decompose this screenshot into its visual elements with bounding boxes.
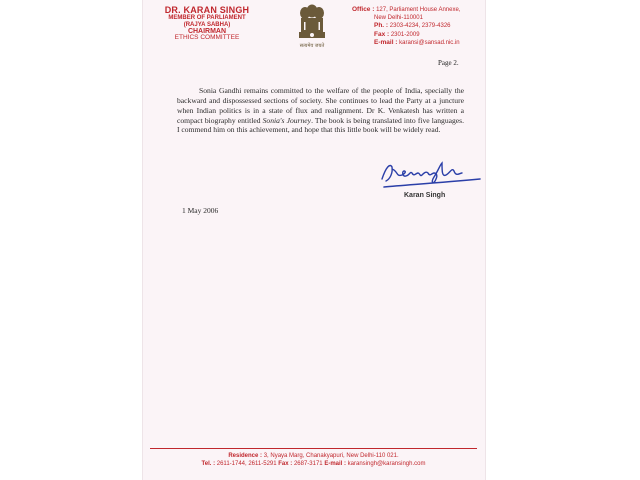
- letterhead-footer: [150, 452, 477, 468]
- office-email: karansi@sansad.nic.in: [399, 40, 460, 46]
- body-text-start: Sonia Gandhi remains committed to the welfare of the people of India, specially the backward and dispossessed sections of society. She continues to lead the Party at a juncture when Indian politics is in a state of flux and realignment. Dr K. Venkatesh has written a compact biography entitled: [177, 86, 464, 125]
- email-label: E-mail :: [374, 39, 398, 46]
- residence-email: karansingh@karansingh.com: [347, 461, 426, 468]
- letterhead-name: DR. KARAN SINGH: [164, 5, 250, 15]
- letterhead-role: CHAIRMAN: [187, 28, 227, 36]
- office-phone: 2303-4234, 2379-4326: [389, 23, 451, 29]
- book-title: Sonia's Journey: [262, 115, 312, 125]
- letter-page: [142, 0, 486, 480]
- footer-email-label: E-mail :: [324, 461, 346, 468]
- signer-name: Karan Singh: [404, 192, 446, 199]
- body-paragraph: [177, 86, 464, 135]
- office-fax: 2301-2009: [390, 31, 420, 38]
- letterhead-title: MEMBER OF PARLIAMENT: [168, 15, 246, 22]
- footer-divider: [150, 448, 477, 449]
- office-address: 127, Parliament House Annexe,: [376, 7, 461, 13]
- letterhead-left: [152, 6, 262, 42]
- residence-fax: 2687-3171: [293, 461, 323, 468]
- fax-label: Fax :: [374, 30, 390, 38]
- letterhead-house: (RAJYA SABHA): [183, 21, 231, 28]
- letterhead-office: [352, 6, 480, 48]
- residence-tel: 2611-1744, 2611-5291: [216, 461, 277, 468]
- residence-address: 3, Nyaya Marg, Chanakyapuri, New Delhi-110 021.: [263, 453, 399, 459]
- emblem-motto: सत्यमेव जयते: [299, 43, 325, 49]
- page-number: Page 2.: [438, 59, 459, 67]
- letterhead-committee: ETHICS COMMITTEE: [174, 34, 240, 42]
- office-label: Office :: [352, 6, 375, 13]
- letter-body: [177, 86, 464, 135]
- letter-date: 1 May 2006: [182, 206, 219, 215]
- footer-fax-label: Fax :: [278, 461, 293, 468]
- national-emblem-icon: [297, 4, 327, 50]
- office-city: New Delhi-110001: [374, 14, 423, 21]
- tel-label: Tel. :: [201, 461, 216, 468]
- body-text-end: . The book is being translated into five languages. I commend him on this achievement, and hope that this little book will be widely read.: [177, 115, 465, 135]
- handwritten-signature: [376, 157, 484, 193]
- phone-label: Ph. :: [374, 22, 389, 29]
- residence-label: Residence :: [228, 453, 263, 459]
